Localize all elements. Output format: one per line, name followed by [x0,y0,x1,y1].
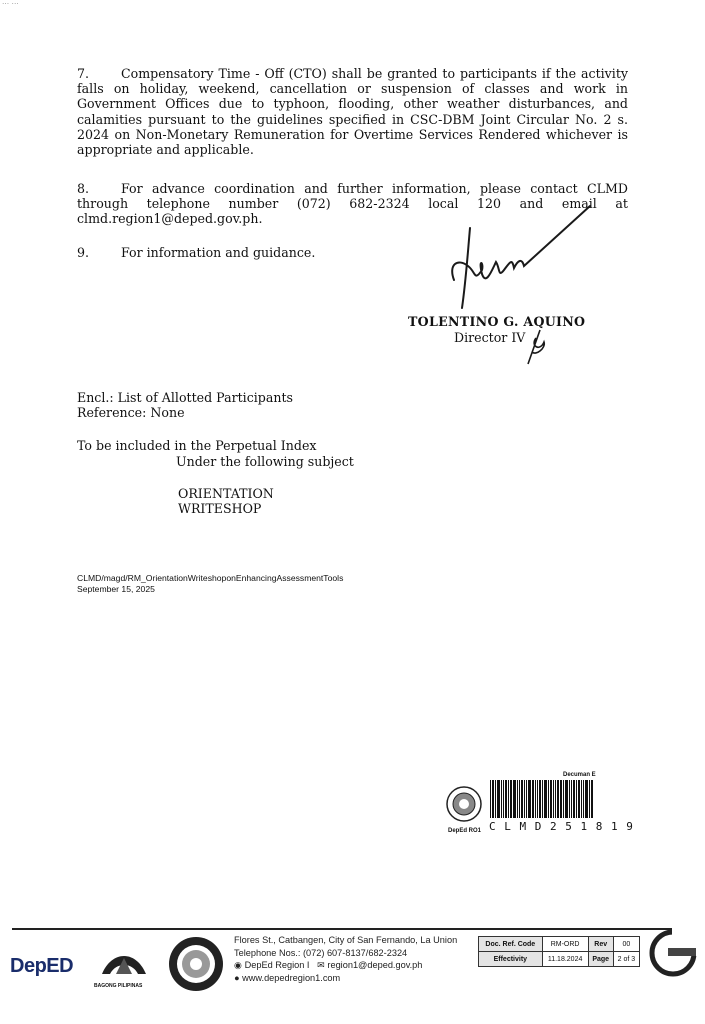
barcode-bar [495,780,496,818]
barcode-bar [503,780,504,818]
barcode-bar [492,780,494,818]
barcode-bar [565,780,568,818]
index-subject: WRITESHOP [178,501,262,516]
paragraph-number: 9. [77,245,90,260]
initial-mark [524,326,552,366]
barcode-bar [528,780,531,818]
barcode-bar [510,780,512,818]
footer-telephone: Telephone Nos.: (072) 607-8137/682-2324 [234,947,408,958]
barcode-bar [581,780,582,818]
barcode-bar [508,780,509,818]
barcode-bar [589,780,590,818]
barcode-bar [519,780,520,818]
barcode-bar [521,780,523,818]
index-line-1: To be included in the Perpetual Index [77,438,317,453]
barcode-bar [571,780,572,818]
memo-date: September 15, 2025 [77,584,155,594]
index-subject: ORIENTATION [178,486,274,501]
doc-ref-value: RM-ORD [542,937,588,952]
paragraph-text: For information and guidance. [121,245,316,260]
barcode-bar [578,780,580,818]
signatory-name: TOLENTINO G. AQUINO [408,314,586,329]
barcode-header: Decuman E [563,772,596,778]
rev-value: 00 [613,937,639,952]
barcode-code: C L M D 2 5 1 8 1 9 [489,820,634,833]
barcode-bar [539,780,541,818]
barcode-bar [557,780,559,818]
bagong-pilipinas-text: BAGONG PILIPINAS [94,983,143,989]
barcode-bar [513,780,516,818]
paragraph-text: Compensatory Time - Off (CTO) shall be granted to participants if the activity falls on holiday, weekend, cancellation or suspension of classes and work in Government Offices due to typhoon, flooding, other weather disturbances, and calamities pursuant to the guidelines specified in CSC-DBM Joint Circular No. 2 s. 2024 on Non-Monetary Remuneration for Overtime Services Rendered whichever is appropriate and applicable. [77,66,628,158]
barcode-bar [591,780,593,818]
deped-logo: DepED [10,955,74,977]
barcode-bar [563,780,564,818]
deped-seal-icon [446,786,482,822]
iso-certification-icon [648,928,698,980]
paragraph-number: 8. [77,181,90,196]
signatory-title: Director IV [454,330,526,345]
footer-email[interactable]: region1@deped.gov.ph [327,960,423,971]
barcode-office: DepEd RO1 [448,828,482,834]
reference: Reference: None [77,405,185,420]
paragraph-text: For advance coordination and further information, please contact CLMD through telephone number (072) 682-2324 local 120 and email at clmd.region1@deped.gov.ph. [77,181,628,227]
footer-facebook[interactable]: DepEd Region I [244,960,310,971]
barcode-bar [490,780,491,818]
signature [440,200,600,320]
bagong-pilipinas-logo-icon [98,944,150,984]
enclosure: Encl.: List of Allotted Participants [77,390,293,405]
barcode-bar [569,780,570,818]
barcode-bar [555,780,556,818]
deped-region-seal-icon [168,936,224,992]
barcode-bar [537,780,538,818]
footer-social-row [234,959,474,972]
page-label: Page [588,952,613,967]
footer-contact [234,934,474,984]
barcode-bar [576,780,577,818]
barcode-bar [501,780,502,818]
barcode-bar [532,780,534,818]
barcode-bar [497,780,500,818]
barcode [490,780,606,818]
footer-rule [12,928,683,930]
top-fragment: ... ... [2,0,19,6]
facebook-icon: ◉ [234,960,243,971]
paragraph-7 [77,66,628,157]
barcode-bar [535,780,536,818]
footer-website[interactable]: www.depedregion1.com [242,972,341,983]
doc-ref-label: Doc. Ref. Code [479,937,543,952]
barcode-bar [542,780,543,818]
doc-ref-table [478,936,640,967]
barcode-bar [526,780,527,818]
barcode-bar [505,780,507,818]
effectivity-value: 11.18.2024 [542,952,588,967]
barcode-bar [517,780,518,818]
email-icon: ✉ [317,960,325,971]
footer-address: Flores St., Catbangen, City of San Fernando, La Union [234,935,458,945]
barcode-bar [573,780,575,818]
footer-website-row [234,972,474,985]
paragraph-number: 7. [77,66,90,81]
barcode-bar [548,780,549,818]
file-reference: CLMD/magd/RM_OrientationWriteshoponEnhancingAssessmentTools [77,573,344,583]
barcode-bar [550,780,552,818]
barcode-bar [524,780,525,818]
barcode-bar [553,780,554,818]
barcode-bar [560,780,562,818]
barcode-bar [583,780,584,818]
rev-label: Rev [588,937,613,952]
globe-icon: ● [234,972,240,983]
page-value: 2 of 3 [613,952,639,967]
barcode-bar [544,780,547,818]
effectivity-label: Effectivity [479,952,543,967]
barcode-bar [585,780,588,818]
index-line-2: Under the following subject [176,454,354,469]
